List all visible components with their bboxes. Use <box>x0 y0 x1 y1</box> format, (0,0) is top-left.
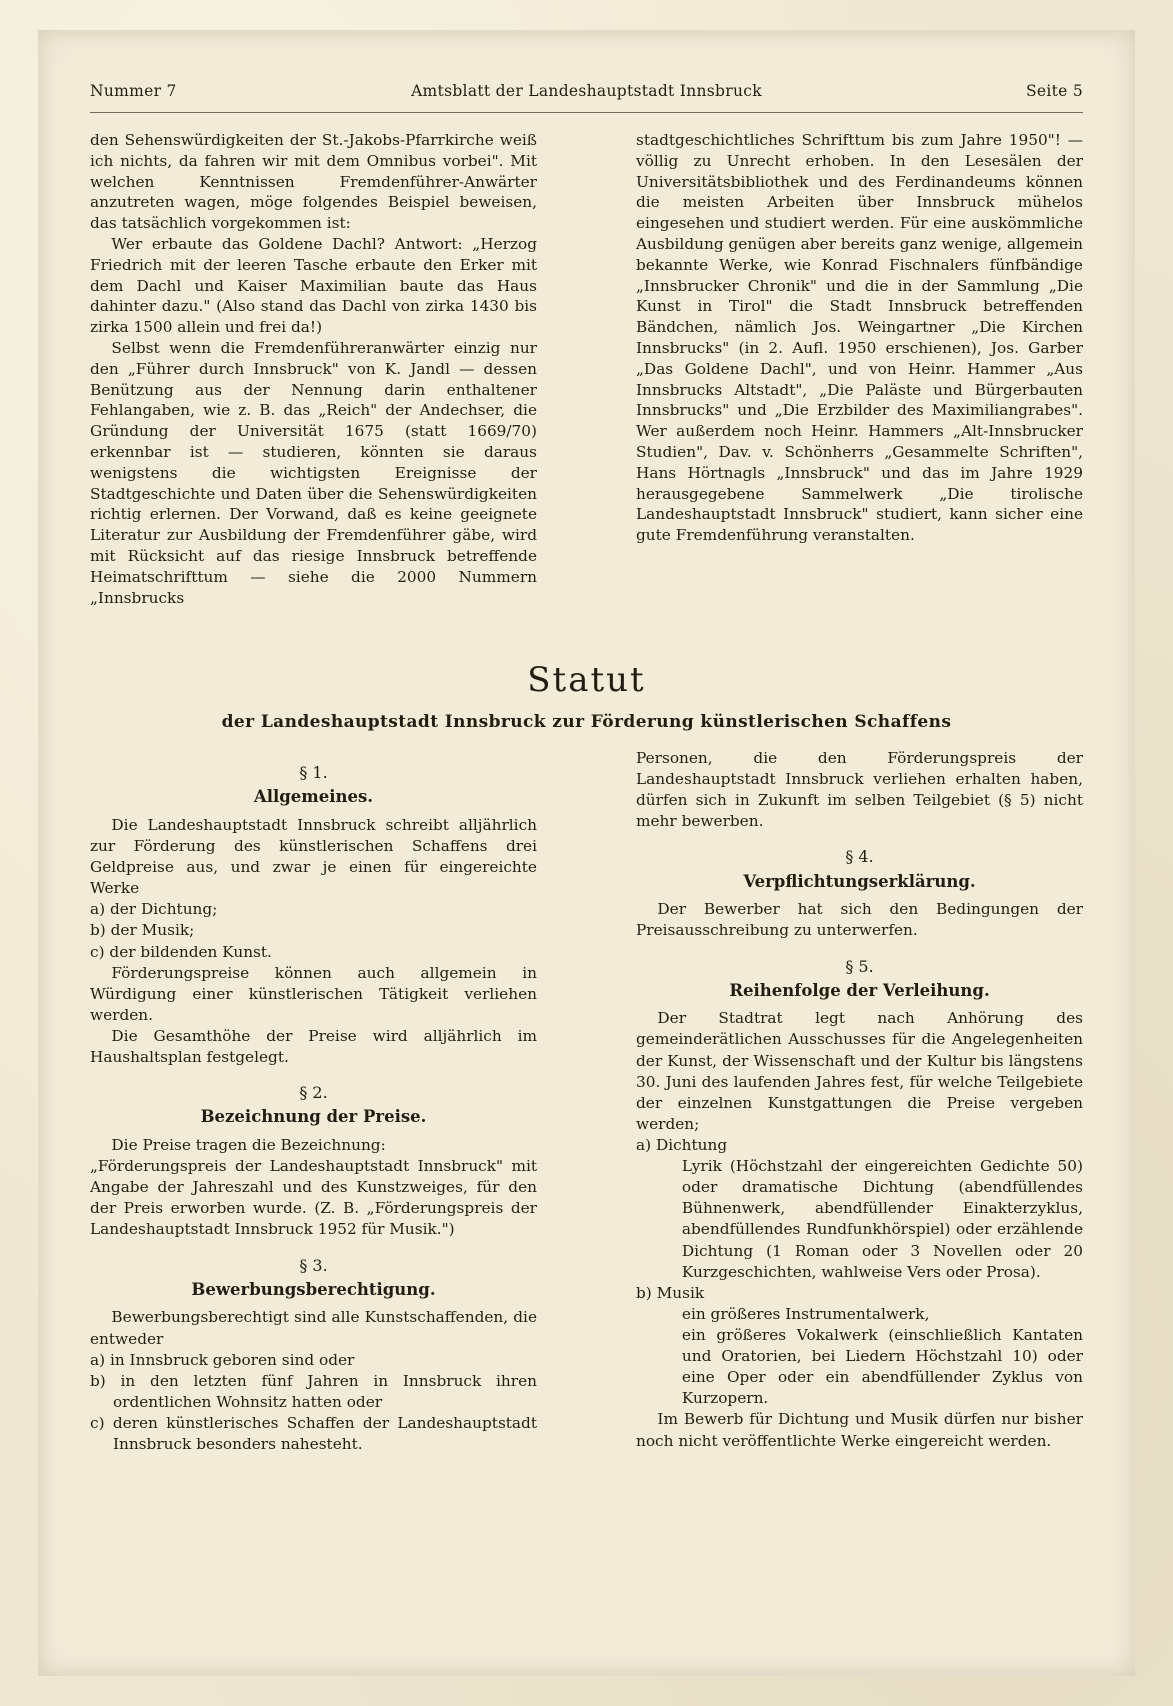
column-right <box>636 130 1083 546</box>
section-heading: Reihenfolge der Verleihung. <box>729 980 990 1000</box>
column-left <box>90 130 537 608</box>
list-subitem: ein größeres Vokalwerk (einschließlich Kantaten und Oratorien, bei Liedern Höchstzahl 10) oder eine Oper oder ein abendfüllender Zyklus von Kurzopern. <box>681 1325 1083 1408</box>
section-heading: Bewerbungsberechtigung. <box>191 1279 436 1299</box>
paragraph: Im Bewerb für Dichtung und Musik dürfen nur bisher noch nicht veröffentlichte Werke eingereicht werden. <box>636 1410 1083 1450</box>
list-item: a) Dichtung <box>636 1136 728 1154</box>
list-item: b) der Musik; <box>90 921 195 940</box>
statut-subtitle: der Landeshauptstadt Innsbruck zur Förderung künstlerischen Schaffens <box>221 712 952 732</box>
list-subitem: ein größeres Instrumentalwerk, <box>681 1304 930 1323</box>
paragraph: Die Preise tragen die Bezeichnung: <box>111 1136 386 1154</box>
header-divider <box>90 112 1083 113</box>
section-number: § 3. <box>299 1255 328 1275</box>
paragraph: stadtgeschichtliches Schrifttum bis zum Jahre 1950"! — völlig zu Unrecht erhoben. In den Lesesälen der Universitätsbibliothek und des Ferdinandeums können die meisten Arbeiten über Innsbruck mühelos eingesehen und studiert werden. Für eine auskömmliche Ausbildung genügen aber bereits ganz wenige, allgemein bekannte Werke, wie Konrad Fischnalers fünfbändige „Innsbrucker Chronik" und die in der Sammlung „Die Kunst in Tirol" die Stadt Innsbruck betreffenden Bändchen, nämlich Jos. Weingartner „Die Kirchen Innsbrucks" (in 2. Aufl. 1950 erschienen), Jos. Garber „Das Goldene Dachl", und von Heinr. Hammer „Aus Innsbrucks Altstadt", „Die Paläste und Bürgerbauten Innsbrucks" und „Die Erzbilder des Maximiliangrabes". Wer außerdem noch Heinr. Hammers „Alt-Innsbrucker Studien", Dav. v. Schönherrs „Gesammelte Schriften", Hans Hörtnagls „Innsbruck" und das im Jahre 1929 herausgegebene Sammelwerk „Die tirolische Landeshauptstadt Innsbruck" studiert, kann sicher eine gute Fremdenführung veranstalten. <box>636 131 1083 545</box>
list-item: c) der bildenden Kunst. <box>90 942 272 961</box>
list-item: a) in Innsbruck geboren sind oder <box>90 1350 355 1369</box>
running-head <box>90 82 1083 108</box>
paragraph: den Sehenswürdigkeiten der St.-Jakobs-Pfarrkirche weiß ich nichts, da fahren wir mit dem Omnibus vorbei". Mit welchen Kenntnissen Fremdenführer-Anwärter anzutreten wagen, möge folgendes Beispiel beweisen, das tatsächlich vorgekommen ist: <box>90 131 537 233</box>
paragraph: Der Stadtrat legt nach Anhörung des gemeinderätlichen Ausschusses für die Angelegenheiten der Kunst, der Wissenschaft und der Kultur bis längstens 30. Juni des laufenden Jahres fest, für welche Teilgebiete der einzelnen Kunstgattungen die Preise vergeben werden; <box>636 1009 1083 1133</box>
paragraph: Die Gesamthöhe der Preise wird alljährlich im Haushaltsplan festgelegt. <box>90 1026 537 1067</box>
section-number: § 1. <box>299 763 328 782</box>
list-subitem: Lyrik (Höchstzahl der eingereichten Gedichte 50) oder dramatische Dichtung (abendfüllendes Bühnenwerk, abendfüllender Einakterzyklus, abendfüllendes Rundfunkhörspiel) oder erzählende Dichtung (1 Roman oder 3 Novellen oder 20 Kurzgeschichten, wahlweise Vers oder Prosa). <box>681 1157 1083 1281</box>
section-heading: Allgemeines. <box>253 787 374 807</box>
list-item: c) deren künstlerisches Schaffen der Landeshauptstadt Innsbruck besonders nahesteht. <box>90 1413 537 1454</box>
running-head-title: Amtsblatt der Landeshauptstadt Innsbruck <box>411 82 762 100</box>
paragraph: Förderungspreise können auch allgemein in Würdigung einer künstlerischen Tätigkeit verliehen werden. <box>90 963 537 1024</box>
section-number: § 2. <box>299 1083 328 1103</box>
paragraph: Selbst wenn die Fremdenführeranwärter einzig nur den „Führer durch Innsbruck" von K. Jandl — dessen Benützung aus der Nennung darin enthaltener Fehlangaben, wie z. B. das „Reich" der Andechser, die Gründung der Universität 1675 (statt 1669/70) erkennbar ist — studieren, könnten sie daraus wenigstens die wichtigsten Ereignisse der Stadtgeschichte und Daten über die Sehenswürdigkeiten richtig erlernen. Der Vorwand, daß es keine geeignete Literatur zur Ausbildung der Fremdenführer gäbe, wird mit Rücksicht auf das riesige Innsbruck betreffende Heimatschrifttum — siehe die 2000 Nummern „Innsbrucks <box>90 338 537 607</box>
section-heading: Bezeichnung der Preise. <box>200 1107 427 1127</box>
running-head-issue: Nummer 7 <box>90 82 177 100</box>
paragraph: Die Landeshauptstadt Innsbruck schreibt alljährlich zur Förderung des künstlerischen Schaffens drei Geldpreise aus, und zwar je einen für eingereichte Werke <box>90 815 537 898</box>
statut-column-right <box>636 748 1083 1452</box>
paragraph: Personen, die den Förderungspreis der Landeshauptstadt Innsbruck verliehen erhalten haben, dürfen sich in Zukunft im selben Teilgebiet (§ 5) nicht mehr bewerben. <box>636 749 1083 831</box>
section-number: § 5. <box>845 956 874 976</box>
list-item: b) Musik <box>636 1283 705 1302</box>
paragraph: Wer erbaute das Goldene Dachl? Antwort: „Herzog Friedrich mit der leeren Tasche erbaute den Erker mit dem Dachl und Kaiser Maximilian baute das Haus dahinter dazu." (Also stand das Dachl von zirka 1430 bis zirka 1500 allein und frei da!) <box>90 234 537 337</box>
list-item: a) der Dichtung; <box>90 900 218 919</box>
running-head-page: Seite 5 <box>1025 82 1083 100</box>
statut-column-left <box>90 748 537 1455</box>
paragraph: Bewerbungsberechtigt sind alle Kunstschaffenden, die entweder <box>90 1308 537 1348</box>
paragraph: „Förderungspreis der Landeshauptstadt Innsbruck" mit Angabe der Jahreszahl und des Kunstzweiges, für den der Preis erworben wurde. (Z. B. „Förderungspreis der Landeshauptstadt Innsbruck 1952 für Musik.") <box>90 1157 537 1239</box>
paragraph: Der Bewerber hat sich den Bedingungen der Preisausschreibung zu unterwerfen. <box>636 900 1083 940</box>
section-heading: Verpflichtungserklärung. <box>743 871 976 891</box>
section-number: § 4. <box>845 847 874 867</box>
list-item: b) in den letzten fünf Jahren in Innsbruck ihren ordentlichen Wohnsitz hatten oder <box>90 1371 537 1411</box>
paper-sheet <box>38 30 1135 1676</box>
statut-title: Statut <box>527 660 646 700</box>
